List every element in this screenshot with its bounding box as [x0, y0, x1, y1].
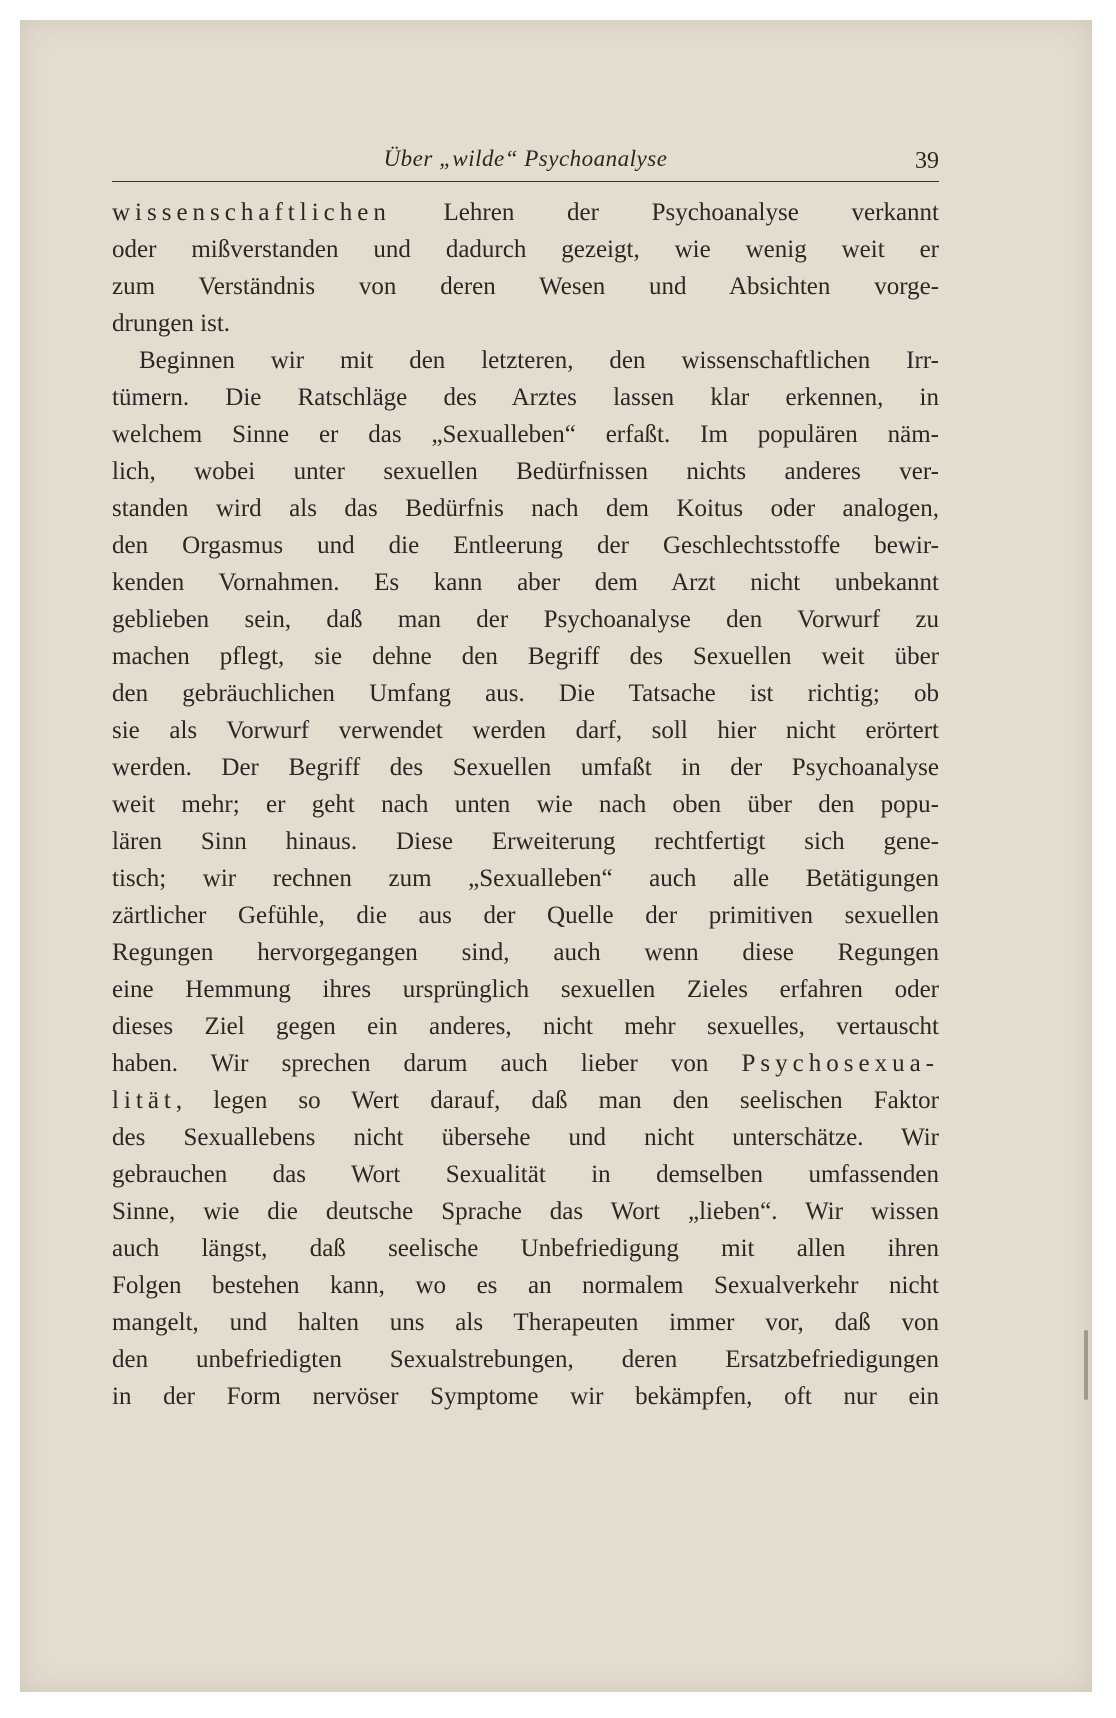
text-line: oder mißverstanden und dadurch gezeigt, wie wenig weit er — [112, 236, 939, 263]
text-line: werden. Der Begriff des Sexuellen umfaßt in der Psychoanalyse — [112, 754, 939, 781]
text-line: den gebräuchlichen Umfang aus. Die Tatsache ist richtig; ob — [112, 680, 939, 707]
text-line: dieses Ziel gegen ein anderes, nicht mehr sexuelles, vertauscht — [112, 1013, 939, 1040]
spaced-word: Psychosexua- — [741, 1050, 939, 1077]
text-line: eine Hemmung ihres ursprünglich sexuellen Zieles erfahren oder — [112, 976, 939, 1003]
spaced-word: wissenschaftlichen — [112, 199, 391, 226]
text-line: Sinne, wie die deutsche Sprache das Wort „lieben“. Wir wissen — [112, 1198, 939, 1225]
header-rule — [112, 181, 939, 182]
text-line: drungen ist. — [112, 310, 231, 337]
text-line: geblieben sein, daß man der Psychoanalyse den Vorwurf zu — [112, 606, 939, 633]
text-line: des Sexuallebens nicht übersehe und nicht unterschätze. Wir — [112, 1124, 939, 1151]
text-line: mangelt, und halten uns als Therapeuten immer vor, daß von — [112, 1309, 939, 1336]
text-line: weit mehr; er geht nach unten wie nach oben über den popu- — [112, 791, 939, 818]
text-line: wissenschaftlichen Lehren der Psychoanalyse verkannt — [112, 199, 939, 226]
text-line: in der Form nervöser Symptome wir bekämpfen, oft nur ein — [112, 1383, 939, 1410]
text-line: sie als Vorwurf verwendet werden darf, soll hier nicht erörtert — [112, 717, 939, 744]
text-line: standen wird als das Bedürfnis nach dem Koitus oder analogen, — [112, 495, 939, 522]
text-line: zum Verständnis von deren Wesen und Absichten vorge- — [112, 273, 939, 300]
margin-mark — [1084, 1330, 1088, 1400]
text-line: tümern. Die Ratschläge des Arztes lassen klar erkennen, in — [112, 384, 939, 411]
running-title: Über „wilde“ Psychoanalyse — [383, 146, 668, 171]
text-line: lären Sinn hinaus. Diese Erweiterung rechtfertigt sich gene- — [112, 828, 939, 855]
running-head — [112, 146, 939, 182]
text-line: machen pflegt, sie dehne den Begriff des Sexuellen weit über — [112, 643, 939, 670]
text-line: zärtlicher Gefühle, die aus der Quelle der primitiven sexuellen — [112, 902, 939, 929]
text-line: tisch; wir rechnen zum „Sexualleben“ auch alle Betätigungen — [112, 865, 939, 892]
text-line: lität, legen so Wert darauf, daß man den seelischen Faktor — [112, 1087, 939, 1114]
text-line: haben. Wir sprechen darum auch lieber von Psychosexua- — [112, 1050, 939, 1077]
text-line: den unbefriedigten Sexualstrebungen, deren Ersatzbefriedigungen — [112, 1346, 939, 1373]
text-line: kenden Vornahmen. Es kann aber dem Arzt nicht unbekannt — [112, 569, 939, 596]
body-text — [112, 194, 939, 1415]
text-line: Beginnen wir mit den letzteren, den wissenschaftlichen Irr- — [139, 347, 939, 374]
text-line: welchem Sinne er das „Sexualleben“ erfaßt. Im populären näm- — [112, 421, 939, 448]
text-line: gebrauchen das Wort Sexualität in demselben umfassenden — [112, 1161, 939, 1188]
text-line: Folgen bestehen kann, wo es an normalem Sexualverkehr nicht — [112, 1272, 939, 1299]
text-line: auch längst, daß seelische Unbefriedigung mit allen ihren — [112, 1235, 939, 1262]
text-line: lich, wobei unter sexuellen Bedürfnissen nichts anderes ver- — [112, 458, 939, 485]
text-line: Regungen hervorgegangen sind, auch wenn diese Regungen — [112, 939, 939, 966]
text-line: den Orgasmus und die Entleerung der Geschlechtsstoffe bewir- — [112, 532, 939, 559]
spaced-word: lität — [112, 1087, 176, 1114]
page-number: 39 — [915, 148, 939, 174]
